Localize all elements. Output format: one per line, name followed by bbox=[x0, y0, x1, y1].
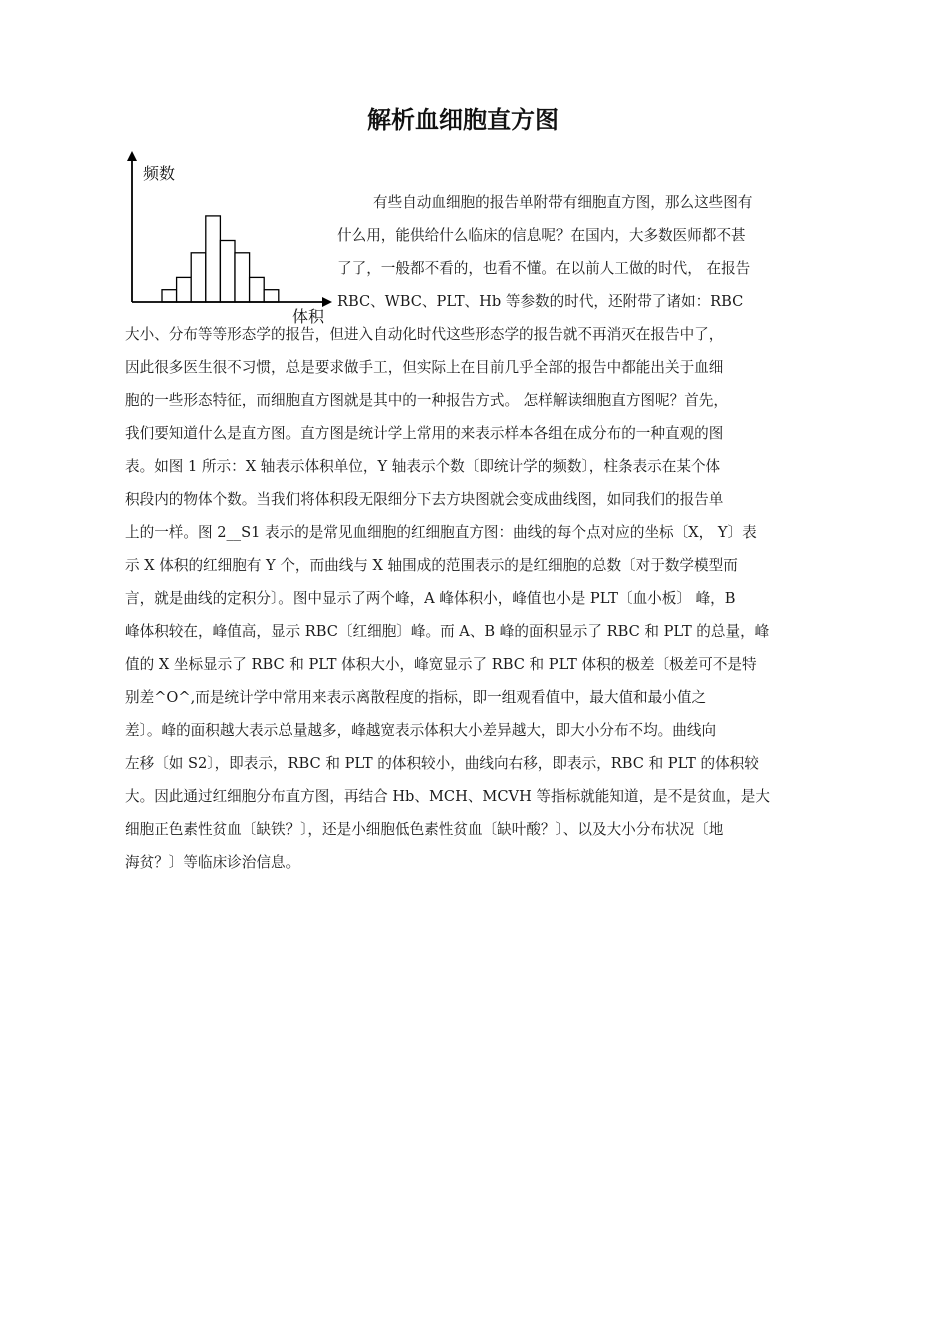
x-axis-label: 体积 bbox=[292, 307, 325, 326]
article-body bbox=[125, 186, 820, 879]
paragraph-line: 因此很多医生很不习惯，总是要求做手工，但实际上在目前几乎全部的报告中都能出关于血细 bbox=[125, 359, 724, 376]
paragraph-line: 值的 X 坐标显示了 RBC 和 PLT 体积大小，峰宽显示了 RBC 和 PLT 体积的极差〔极差可不是特 bbox=[125, 656, 757, 673]
y-axis-arrow bbox=[127, 151, 137, 161]
paragraph-line: 大。因此通过红细胞分布直方图，再结合 Hb、MCH、MCVH 等指标就能知道，是不是贫血，是大 bbox=[125, 788, 770, 805]
paragraph-line: 什么用，能供给什么临床的信息呢？在国内，大多数医师都不甚 bbox=[337, 227, 746, 244]
paragraph-line: 积段内的物体个数。当我们将体积段无限细分下去方块图就会变成曲线图，如同我们的报告单 bbox=[125, 491, 724, 508]
paragraph-line: 上的一样。图 2__S1 表示的是常见血细胞的红细胞直方图：曲线的每个点对应的坐标〔X， Y〕表 bbox=[125, 524, 757, 541]
paragraph-line: 有些自动血细胞的报告单附带有细胞直方图，那么这些图有 bbox=[373, 194, 753, 211]
paragraph-line: 示 X 体积的红细胞有 Y 个，而曲线与 X 轴围成的范围表示的是红细胞的总数〔对于数学模型而 bbox=[125, 557, 738, 574]
y-axis-label: 频数 bbox=[143, 164, 176, 183]
paragraph-line: 了了，一般都不看的，也看不懂。在以前人工做的时代， 在报告 bbox=[337, 260, 751, 277]
page-title: 解析血细胞直方图 bbox=[367, 106, 559, 134]
paragraph-line: 胞的一些形态特征，而细胞直方图就是其中的一种报告方式。 怎样解读细胞直方图呢？首先， bbox=[125, 392, 728, 409]
paragraph-line: 峰体积较在，峰值高，显示 RBC〔红细胞〕峰。而 A、B 峰的面积显示了 RBC 和 PLT 的总量，峰 bbox=[125, 623, 770, 640]
paragraph-line: 细胞正色素性贫血〔缺铁？〕，还是小细胞低色素性贫血〔缺叶酸？〕、以及大小分布状况〔地 bbox=[125, 821, 724, 838]
paragraph-line: 别差^O^,而是统计学中常用来表示离散程度的指标，即一组观看值中，最大值和最小值之 bbox=[125, 689, 707, 706]
paragraph-line: 我们要知道什么是直方图。直方图是统计学上常用的来表示样本各组在成分布的一种直观的图 bbox=[125, 425, 724, 442]
paragraph-line: 左移〔如 S2〕，即表示，RBC 和 PLT 的体积较小，曲线向右移，即表示，RBC 和 PLT 的体积较 bbox=[125, 755, 759, 772]
paragraph-line: 海贫？〕等临床诊治信息。 bbox=[125, 854, 301, 871]
paragraph-line: 表。如图 1 所示：X 轴表示体积单位，Y 轴表示个数〔即统计学的频数〕，柱条表示在某个体 bbox=[125, 458, 721, 475]
paragraph-line: 言，就是曲线的定积分〕。图中显示了两个峰，A 峰体积小，峰值也小是 PLT〔血小板〕 峰，B bbox=[125, 590, 736, 607]
paragraph-line: RBC、WBC、PLT、Hb 等参数的时代，还附带了诸如：RBC bbox=[337, 293, 744, 310]
paragraph-line: 差〕。峰的面积越大表示总量越多，峰越宽表示体积大小差异越大，即大小分布不均。曲线向 bbox=[125, 722, 717, 739]
paragraph-line: 大小、分布等等形态学的报告，但进入自动化时代这些形态学的报告就不再消灭在报告中了， bbox=[125, 326, 724, 343]
